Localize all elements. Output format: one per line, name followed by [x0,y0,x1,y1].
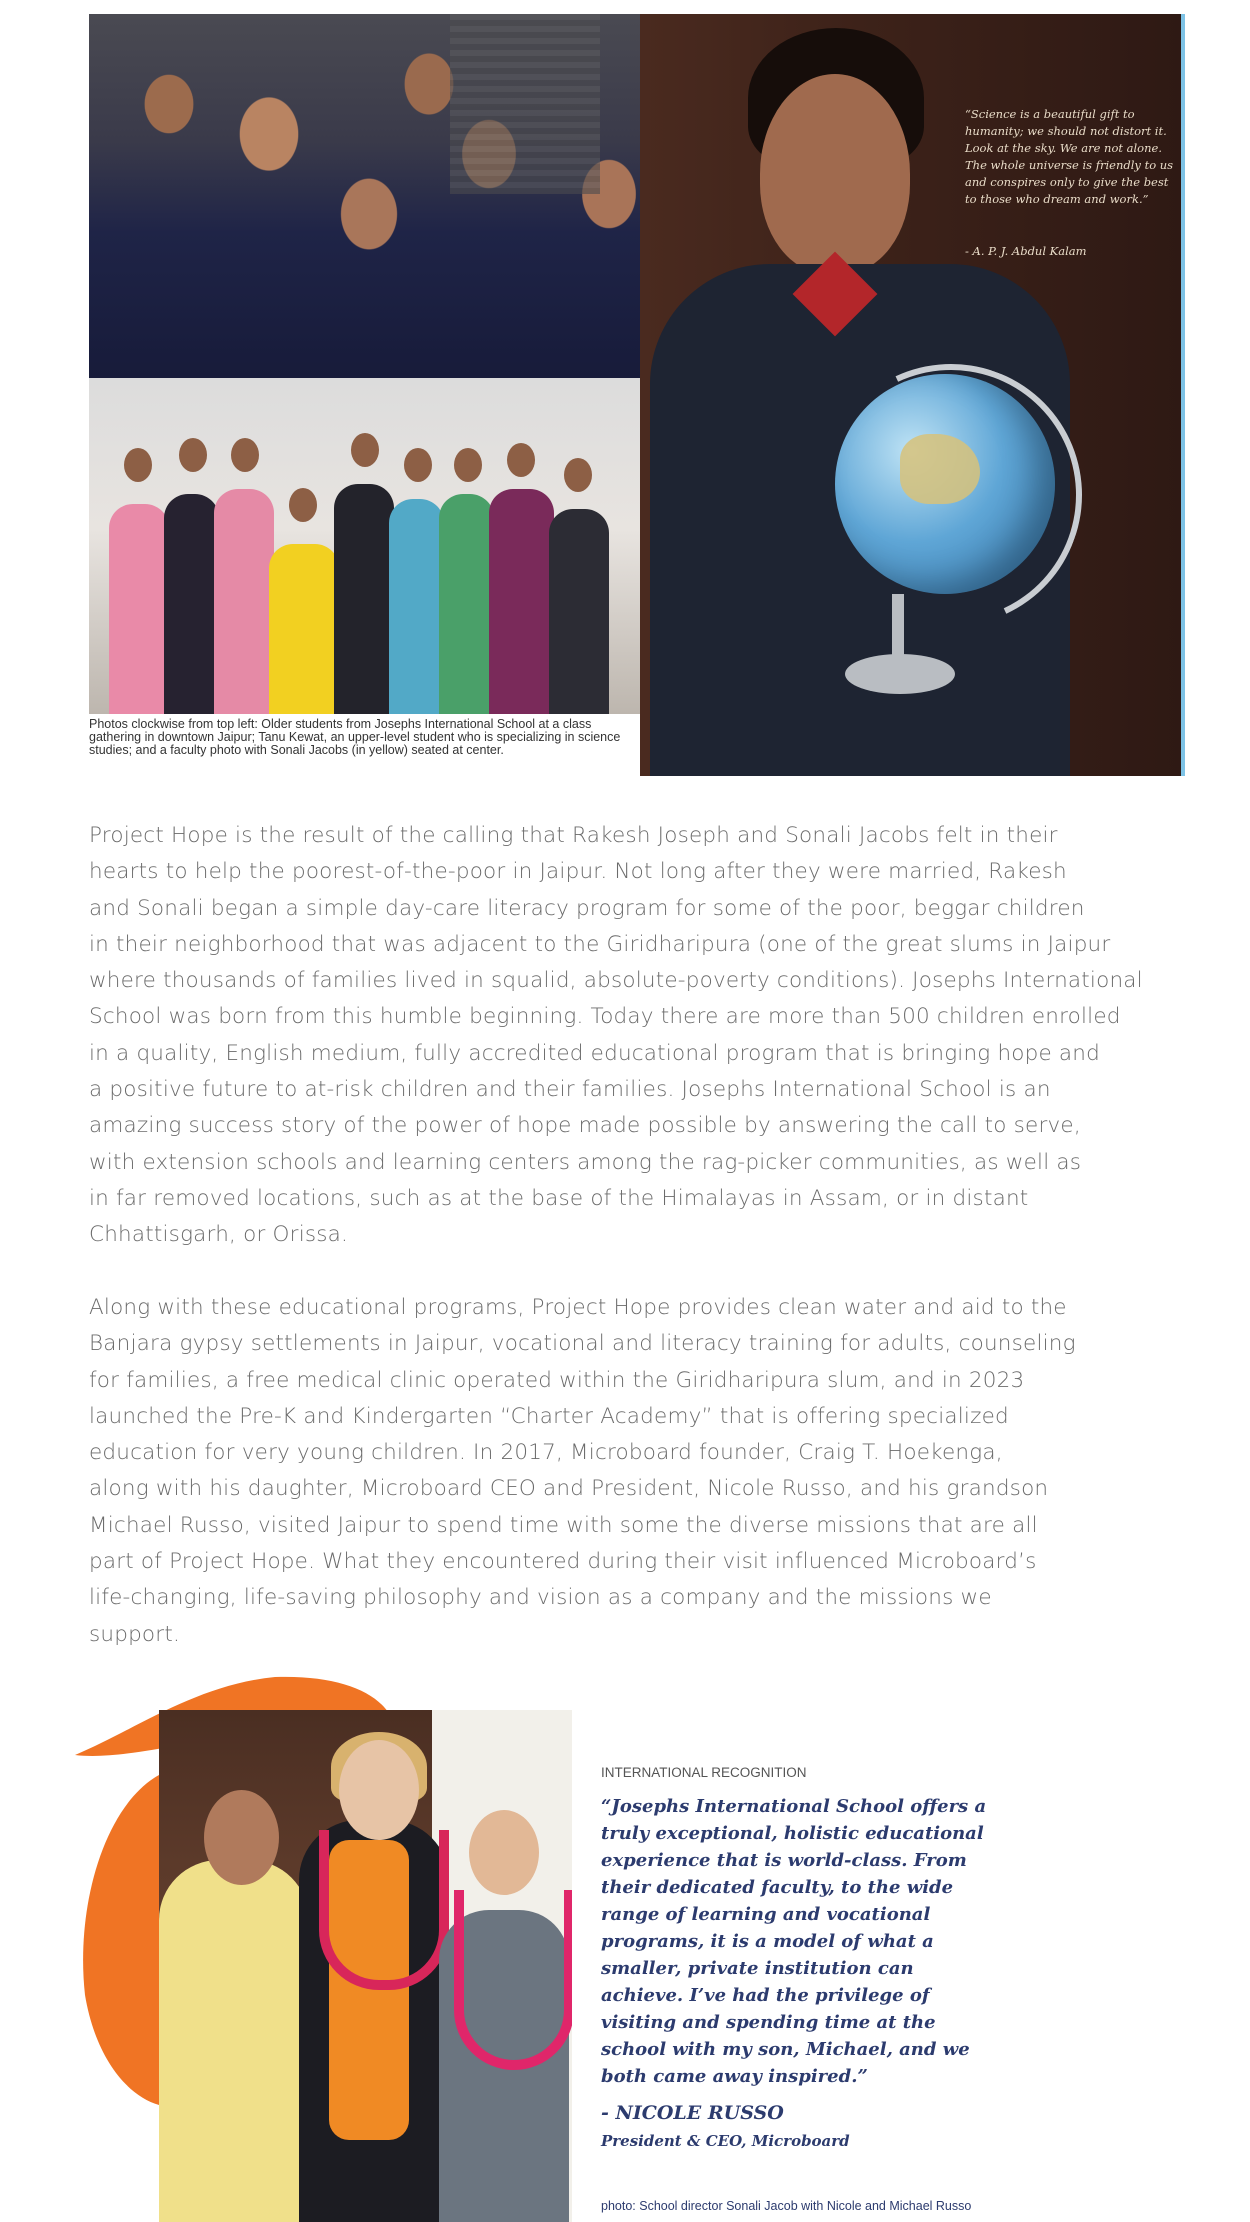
face [507,443,535,477]
faculty-member [334,484,394,714]
kalam-quote-author: - A. P. J. Abdul Kalam [965,244,1087,258]
flower-garland [319,1830,449,1990]
students-group-photo [89,14,640,378]
faculty-member [549,509,609,714]
faculty-member-seated [269,544,339,714]
photo-credit: photo: School director Sonali Jacob with Nicole and Michael Russo [601,2199,972,2213]
face [760,74,910,274]
face [231,438,259,472]
kalam-quote: “Science is a beautiful gift to humanity; we should not distort it. Look at the sky. We are not alone. The whole universe is friendly to us and conspires only to give the best to those who dream and work.” [965,107,1174,206]
face [469,1810,539,1895]
face [289,488,317,522]
face [564,458,592,492]
recognition-label: INTERNATIONAL RECOGNITION [601,1765,807,1780]
body-paragraph-2: Along with these educational programs, Project Hope provides clean water and aid to the Banjara gypsy settlements in Jaipur, vocational and literacy training for adults, counseling for families, a free medical clinic operated within the Giridharipura slum, and in 2023 launched the Pre-K and Kindergarten “Charter Academy” that is offering specialized education for very young children. In 2017, Microboard founder, Craig T. Hoekenga, along with his daughter, Microboard CEO and President, Nicole Russo, and his grandson Michael Russo, visited Jaipur to spend time with some the diverse missions that are all part of Project Hope. What they encountered during their visit influenced Microboard’s life-changing, life-saving philosophy and vision as a company and the missions we support. [89,1295,1076,1647]
face [339,1740,419,1840]
face [351,433,379,467]
face [179,438,207,472]
face [404,448,432,482]
quote-author-title: President & CEO, Microboard [601,2132,850,2150]
faculty-group-photo [89,378,640,714]
shutter-door [450,14,600,194]
faculty-member [109,504,169,714]
face [454,448,482,482]
faculty-member [489,489,554,714]
face [204,1790,279,1885]
faculty-member [389,499,444,714]
student-with-globe-photo [640,14,1185,776]
body-paragraph-1: Project Hope is the result of the calling that Rakesh Joseph and Sonali Jacobs felt in their hearts to help the poorest-of-the-poor in Jaipur. Not long after they were married, Rakesh and Sonali began a simple day-care literacy program for some of the poor, beggar children in their neighborhood that was adjacent to the Giridharipura (one of the great slums in Jaipur where thousands of families lived in squalid, absolute-poverty conditions). Josephs International School was born from this humble beginning. Today there are more than 500 children enrolled in a quality, English medium, fully accredited educational program that is bringing hope and a positive future to at-risk children and their families. Josephs International School is an amazing success story of the power of hope made possible by answering the call to serve, with extension schools and learning centers among the rag-picker communities, as well as in far removed locations, such as at the base of the Himalayas in Assam, or in distant Chhattisgarh, or Orissa. [89,823,1143,1248]
visit-photo [159,1710,572,2222]
quote-author-name: - NICOLE RUSSO [601,2102,784,2124]
sonali-jacob [159,1860,309,2222]
faculty-member [439,494,494,714]
globe-stand [845,654,955,694]
accent-bar [1181,14,1185,776]
photo-caption: Photos clockwise from top left: Older students from Josephs International School at a class gathering in downtown Jaipur; Tanu Kewat, an upper-level student who is specializing in science studies; and a faculty photo with Sonali Jacobs (in yellow) seated at center. [89,717,621,757]
flower-garland [454,1890,572,2070]
faculty-member [164,494,219,714]
recognition-quote: “Josephs International School offers a truly exceptional, holistic educational experience that is world-class. From their dedicated faculty, to the wide range of learning and vocational programs, it is a model of what a smaller, private institution can achieve. I’ve had the privilege of visiting and spending time at the school with my son, Michael, and we both came away inspired.” [601,1796,987,2087]
faculty-member [214,489,274,714]
face [124,448,152,482]
